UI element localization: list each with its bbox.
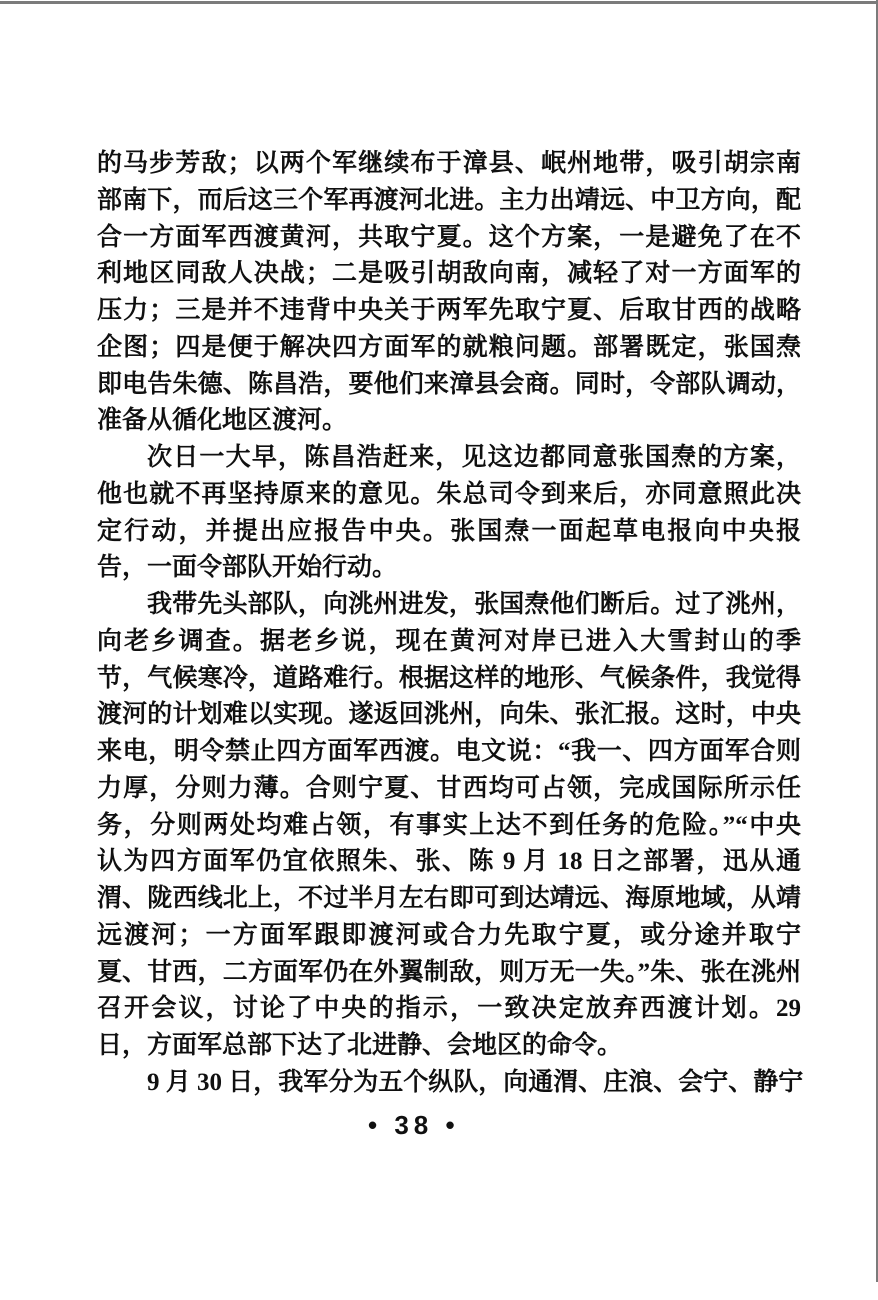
text-line: 利地区同敌人决战；二是吸引胡敌向南，减轻了对一方面军的 [97, 260, 801, 288]
text-line: 远渡河；一方面军跟即渡河或合力先取宁夏，或分途并取宁 [97, 921, 801, 949]
text-line: 认为四方面军仍宜依照朱、张、陈 9 月 18 日之部署，迅从通 [97, 848, 801, 876]
text-line: 合一方面军西渡黄河，共取宁夏。这个方案，一是避免了在不 [97, 223, 801, 251]
text-line: 渡河的计划难以实现。遂返回洮州，向朱、张汇报。这时，中央 [97, 701, 801, 729]
text-line: 的马步芳敌；以两个军继续布于漳县、岷州地带，吸引胡宗南 [97, 150, 801, 177]
text-line: 渭、陇西线北上，不过半月左右即可到达靖远、海原地域，从靖 [97, 885, 801, 912]
text-line: 日，方面军总部下达了北进静、会地区的命令。 [97, 1032, 623, 1059]
text-line: 力厚，分则力薄。合则宁夏、甘西均可占领，完成国际所示任 [97, 774, 801, 802]
text-line: 召开会议，讨论了中央的指示，一致决定放弃西渡计划。29 [97, 995, 801, 1023]
scan-top-edge-line [0, 1, 878, 4]
text-line: 定行动，并提出应报告中央。张国焘一面起草电报向中央报 [97, 517, 801, 545]
text-line: 准备从循化地区渡河。 [97, 407, 348, 435]
text-line: 告，一面令部队开始行动。 [97, 554, 398, 582]
text-line: 压力；三是并不违背中央关于两军先取宁夏、后取甘西的战略 [97, 297, 801, 324]
text-line: 9 月 30 日，我军分为五个纵队，向通渭、庄浪、会宁、静宁 [147, 1068, 804, 1096]
text-line: 夏、甘西，二方面军仍在外翼制敌，则万无一失。”朱、张在洮州 [97, 958, 801, 986]
page-number: • 38 • [368, 1110, 460, 1140]
text-line: 次日一大早，陈昌浩赶来，见这边都同意张国焘的方案， [147, 444, 801, 471]
text-line: 来电，明令禁止四方面军西渡。电文说：“我一、四方面军合则 [97, 738, 801, 765]
text-line: 节，气候寒冷，道路难行。根据这样的地形、气候条件，我觉得 [97, 664, 801, 692]
text-line: 他也就不再坚持原来的意见。朱总司令到来后，亦同意照此决 [97, 480, 801, 508]
text-line: 务，分则两处均难占领，有事实上达不到任务的危险。”“中央 [97, 811, 801, 839]
text-line: 我带先头部队，向洮州进发，张国焘他们断后。过了洮州， [147, 591, 801, 618]
text-line: 向老乡调查。据老乡说，现在黄河对岸已进入大雪封山的季 [97, 627, 801, 655]
body-text-block [97, 146, 804, 1102]
text-line: 企图；四是便于解决四方面军的就粮问题。部署既定，张国焘 [97, 333, 801, 361]
text-line: 即电告朱德、陈昌浩，要他们来漳县会商。同时，令部队调动， [97, 370, 801, 398]
text-line: 部南下，而后这三个军再渡河北进。主力出靖远、中卫方向，配 [97, 186, 801, 214]
